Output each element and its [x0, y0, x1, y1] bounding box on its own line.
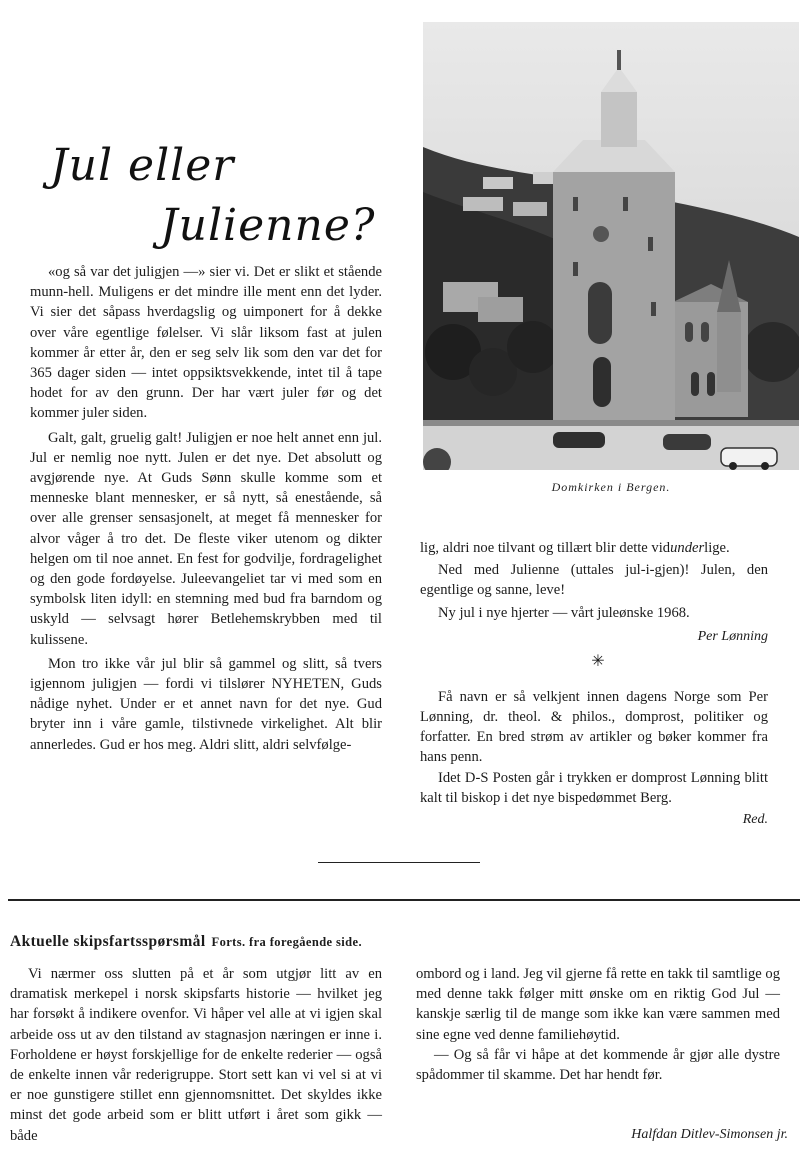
shipping-heading [10, 933, 362, 951]
church-photo [423, 22, 799, 470]
article-paragraph: Mon tro ikke vår jul blir så gammel og slitt, så tvers igjennom juligjen — fordi vi tilslører NYHETEN, Guds nådige nyhet. Under er et annet navn for det nye. Gud bryter inn i våre gamle, tilstivnede virkelighet. Alt blir annerledes. Gud er hos meg. Aldri slitt, aldri selvfølge- [30, 655, 382, 753]
shipping-column-right [416, 964, 780, 1085]
asterisk-divider: ✳ [591, 652, 605, 670]
shipping-title: Aktuelle skipsfartsspørsmål [10, 933, 206, 950]
article-paragraph: Ned med Julienne (uttales jul-i-gjen)! Julen, den egentlige og sanne, leve! [420, 562, 768, 599]
shipping-paragraph: — Og så får vi håpe at det kommende år gjør alle dystre spådommer til skamme. Det har hendt før. [416, 1046, 780, 1084]
section-divider [8, 899, 800, 901]
article-paragraph: Galt, galt, gruelig galt! Juligjen er noe helt annet enn jul. Jul er nemlig noe nytt. Julen er det nye. Det absolutt og avgjørende nye. At Guds Sønn skulle komme som et menneske blant mennesker, er så nytt, så enestående, så over alle grenser sensasjonelt, at meget få mennesker for alvor våger å tro det. De fleste viker utenom og dikter helgen om til noe annet. En fest for godvilje, fordragelighet og den gode fordøyelse. Juleevangeliet tar vi med som en symbolsk liten idyll: en stemning med bud fra barndom og uskyld — selvsagt hører Betlehemskrybben med til kulissene. [30, 429, 382, 648]
shipping-paragraph: Vi nærmer oss slutten på et år som utgjør litt av en dramatisk merkepel i norsk skipsfarts historie — hvilket jeg har forsøkt å indikere ovenfor. Vi håper vel alle at vi igjen skal arbeide oss ut av den tilstand av stagnasjon næringen er inne i. Forholdene er høyst forskjellige for de enkelte rederier — også de enkelte innen vår rederigruppe. Stort sett kan vi vel si at vi er noe gunstigere stillet enn gjennomsnittet. Det skyldes ikke minst det gode arbeid som er blitt utført i året som gikk — både [10, 966, 382, 1144]
shipping-subtitle: Forts. fra foregående side. [211, 935, 362, 949]
article-paragraph [420, 538, 768, 558]
article-column-left [30, 262, 382, 755]
emphasis-text: under [670, 540, 705, 556]
church-illustration [423, 22, 799, 470]
article-paragraph: Ny jul i nye hjerter — vårt juleønske 1968. [438, 604, 690, 621]
editor-signature: Red. [742, 812, 768, 828]
photo-caption: Domkirken i Bergen. [551, 480, 671, 494]
article-title-line1: Jul eller [50, 140, 235, 191]
shipping-signature: Halfdan Ditlev-Simonsen jr. [631, 1127, 788, 1142]
article-title-line2: Julienne? [160, 200, 376, 251]
editor-note-paragraph: Idet D-S Posten går i trykken er domprost Lønning blitt kalt til biskop i det nye bispedømmet Berg. [420, 769, 768, 806]
continued-text: lig, aldri noe tilvant og tillært blir dette vid [420, 540, 671, 556]
article-signature: Per Lønning [697, 628, 768, 644]
article-column-right [420, 538, 768, 828]
shipping-paragraph: ombord og i land. Jeg vil gjerne få rette en takk til samtlige og med denne takk følger mitt ønske om en riktig God Jul — kanskje særlig til de mange som ikke kan være sammen med sine egne ved denne familiehøytid. [416, 966, 780, 1043]
continued-text-end: lige. [704, 540, 730, 556]
article-paragraph: «og så var det juligjen —» sier vi. Det er slikt et stående munn-hell. Muligens er det mindre ille ment enn det lyder. Vi sier det såpass hverdagslig og uimponert for å dekke over våre egentlige følelser. Vi slår liksom fast at julen kommer år etter år, den er seg selv lik som den var det for 365 dager siden — intet oppsiktsvekkende, intet til å tape hodet for av den grunn. Der har vært juler før og det kommer juler siden. [30, 264, 382, 422]
editor-note-paragraph: Få navn er så velkjent innen dagens Norge som Per Lønning, dr. theol. & philos., domprost, politiker og forfatter. En bred strøm av artikler og bøker kommer fra hans penn. [420, 688, 768, 766]
shipping-column-left [10, 964, 382, 1146]
short-divider [318, 862, 480, 863]
